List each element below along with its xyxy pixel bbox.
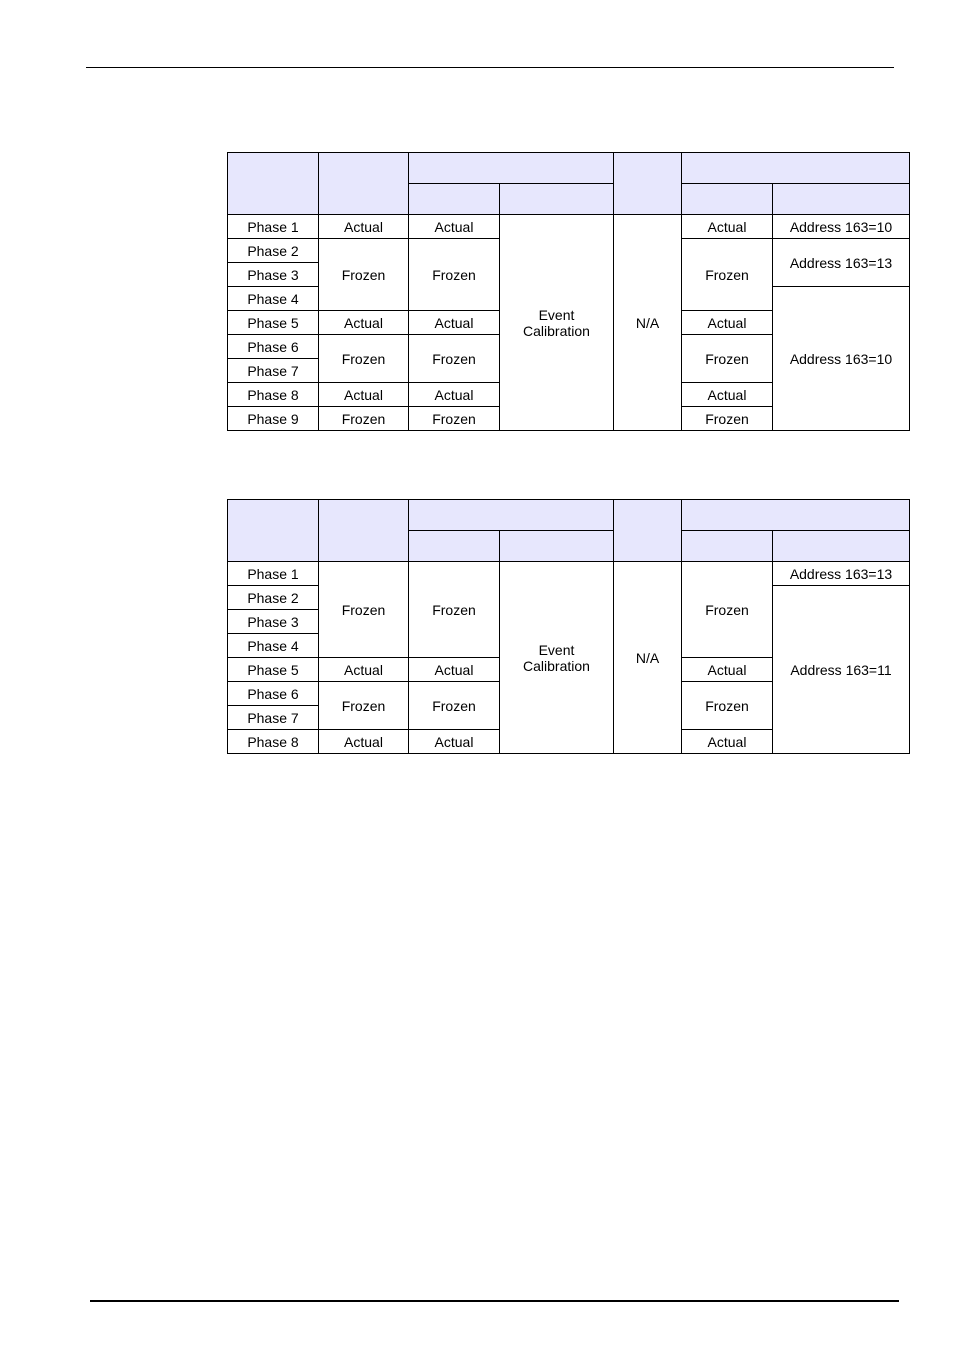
table-cell: Actual [319,658,409,682]
table-cell: Frozen [682,682,773,730]
event-text: Event [538,641,575,658]
phase-label: Phase 9 [228,407,319,431]
table-cell: Actual [409,215,500,239]
table-cell: Frozen [682,562,773,658]
address-cell: Address 163=13 [773,239,910,287]
header-cell [614,500,682,562]
subheader-cell [409,184,500,215]
phase-label: Phase 5 [228,658,319,682]
calibration-text: Calibration [523,657,590,674]
table-cell: Frozen [319,239,409,311]
na-cell: N/A [614,215,682,431]
header-cell [228,153,319,215]
table-cell: Actual [319,311,409,335]
phase-label: Phase 7 [228,359,319,383]
table-cell: Frozen [319,407,409,431]
event-calibration-cell [500,562,614,754]
phase-label: Phase 7 [228,706,319,730]
phase-label: Phase 8 [228,383,319,407]
table-cell: Frozen [319,682,409,730]
table-cell: Actual [409,311,500,335]
table-cell: Actual [409,658,500,682]
subheader-cell [773,531,910,562]
header-cell [228,500,319,562]
footer-rule [90,1300,899,1302]
address-cell: Address 163=10 [773,287,910,431]
event-calibration-cell [500,215,614,431]
header-rule [86,67,894,68]
table-cell: Frozen [682,239,773,311]
header-cell [409,153,614,184]
event-text: Event [538,306,575,323]
phase-label: Phase 3 [228,263,319,287]
header-cell [682,500,910,531]
subheader-cell [682,184,773,215]
address-cell: Address 163=11 [773,586,910,754]
header-cell [409,500,614,531]
phase-label: Phase 5 [228,311,319,335]
na-cell: N/A [614,562,682,754]
table-cell: Actual [682,215,773,239]
phase-label: Phase 2 [228,239,319,263]
subheader-cell [773,184,910,215]
table-cell: Frozen [319,562,409,658]
table-cell: Frozen [682,335,773,383]
table-cell: Actual [409,730,500,754]
table-cell: Frozen [409,562,500,658]
table-cell: Actual [409,383,500,407]
address-cell: Address 163=10 [773,215,910,239]
subheader-cell [682,531,773,562]
phase-label: Phase 4 [228,287,319,311]
phase-label: Phase 1 [228,215,319,239]
phase-table-2 [227,499,910,754]
phase-label: Phase 8 [228,730,319,754]
table-cell: Actual [682,311,773,335]
table-cell: Actual [682,658,773,682]
address-cell: Address 163=13 [773,562,910,586]
table-cell: Actual [682,383,773,407]
table-cell: Frozen [409,335,500,383]
table-cell: Actual [319,730,409,754]
table-cell: Actual [319,383,409,407]
calibration-text: Calibration [523,322,590,339]
table-cell: Frozen [409,239,500,311]
subheader-cell [500,184,614,215]
header-cell [682,153,910,184]
table-cell: Frozen [409,682,500,730]
phase-label: Phase 3 [228,610,319,634]
header-cell [319,153,409,215]
subheader-cell [500,531,614,562]
phase-label: Phase 6 [228,335,319,359]
phase-table-1 [227,152,910,431]
header-cell [319,500,409,562]
phase-label: Phase 6 [228,682,319,706]
phase-label: Phase 2 [228,586,319,610]
header-cell [614,153,682,215]
table-cell: Frozen [319,335,409,383]
table-cell: Actual [319,215,409,239]
table-cell: Frozen [409,407,500,431]
table-cell: Frozen [682,407,773,431]
subheader-cell [409,531,500,562]
phase-label: Phase 4 [228,634,319,658]
table-cell: Actual [682,730,773,754]
phase-label: Phase 1 [228,562,319,586]
